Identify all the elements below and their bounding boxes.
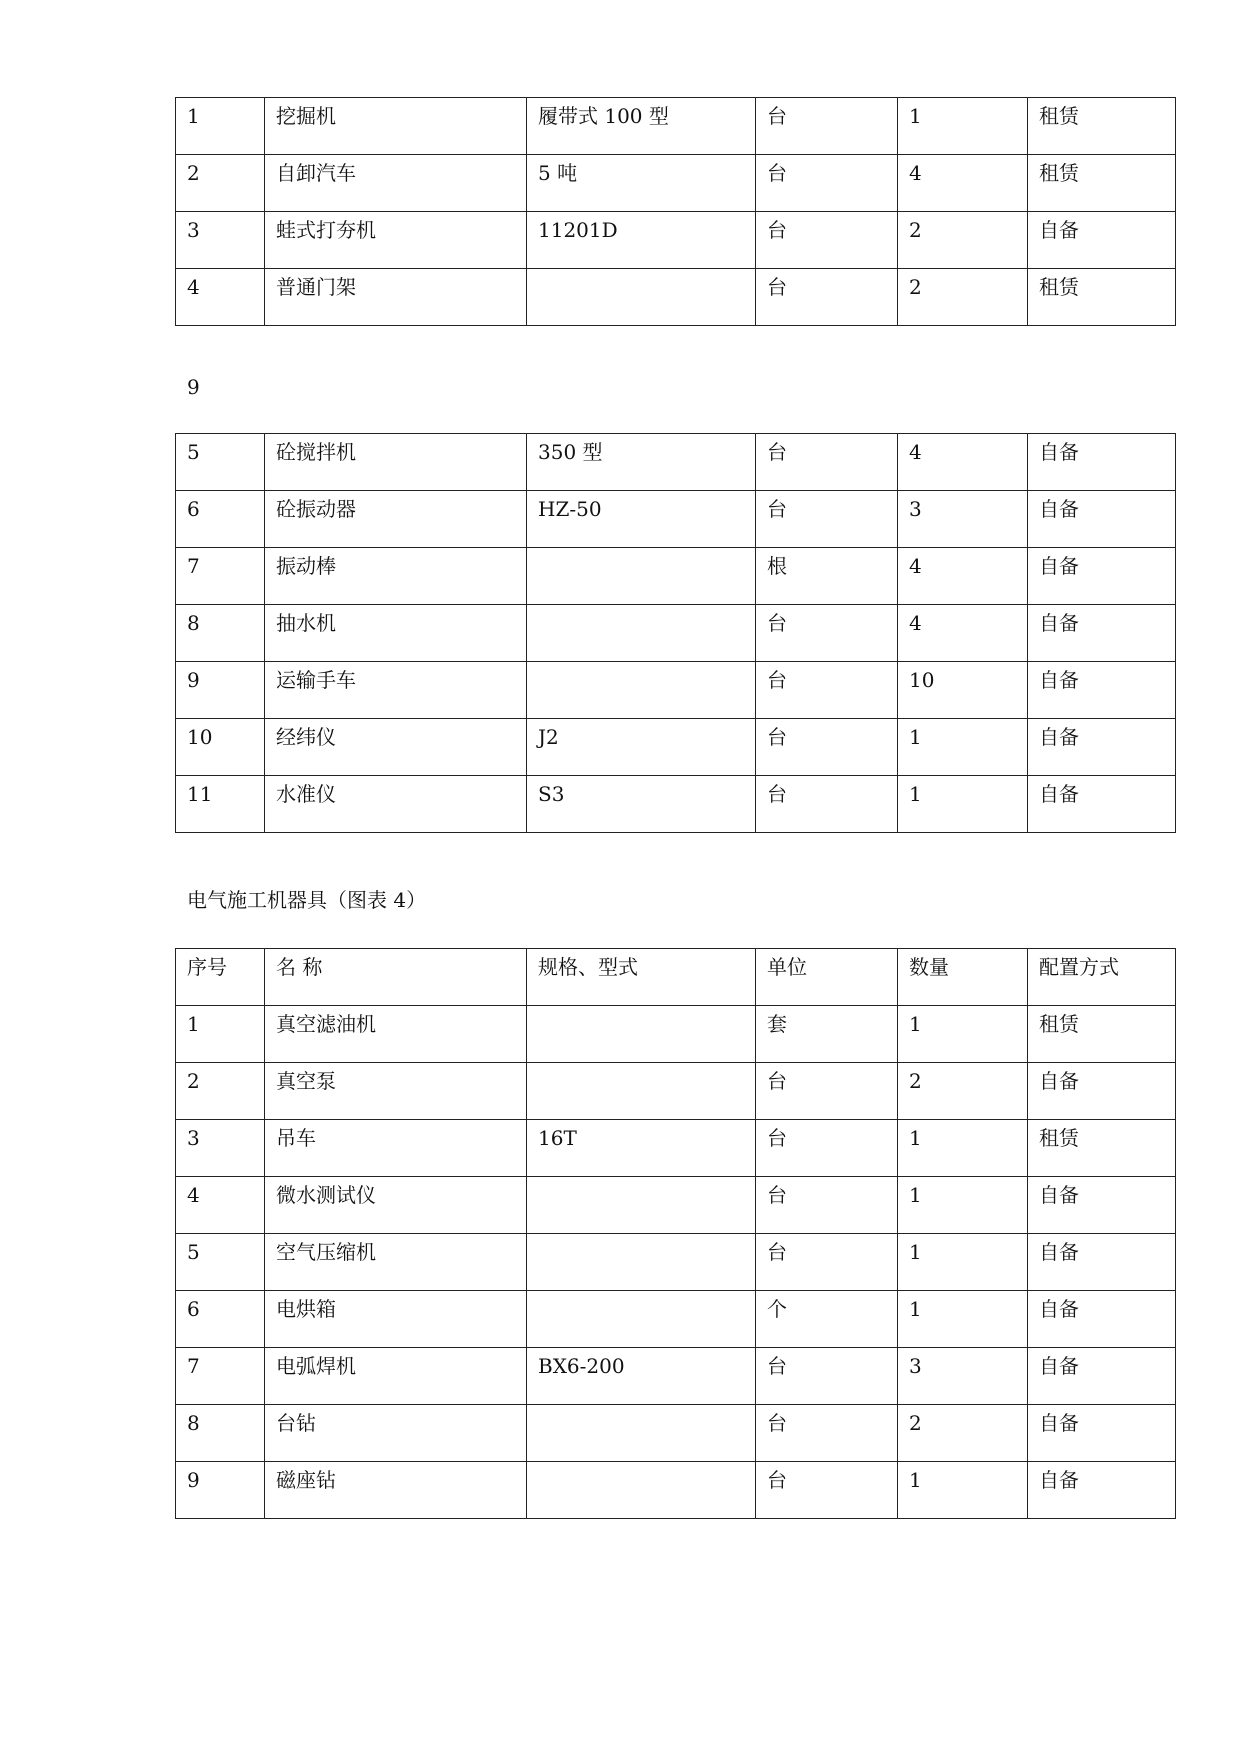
table-cell: 2 [898,1063,1028,1120]
table-row [176,548,1176,605]
table-cell: 3 [898,491,1028,548]
table-cell: 抽水机 [265,605,527,662]
table-cell: 自备 [1028,662,1176,719]
table-cell: 挖掘机 [265,98,527,155]
table-row [176,155,1176,212]
table-cell: 2 [176,1063,265,1120]
table-row [176,719,1176,776]
table-cell: 个 [756,1291,898,1348]
table-cell: 自备 [1028,1462,1176,1519]
table-row [176,1177,1176,1234]
table-cell: 台 [756,434,898,491]
table-cell: 4 [898,155,1028,212]
table-cell: 台 [756,662,898,719]
table-row [176,605,1176,662]
table-cell: 套 [756,1006,898,1063]
table-cell: 8 [176,605,265,662]
table-cell: 自卸汽车 [265,155,527,212]
table-cell [527,1006,756,1063]
table-cell: HZ-50 [527,491,756,548]
table-cell: 台 [756,605,898,662]
table-cell: 蛙式打夯机 [265,212,527,269]
table-cell: 6 [176,491,265,548]
table-cell: 5 [176,1234,265,1291]
table-cell: 5 [176,434,265,491]
table-cell: 4 [176,1177,265,1234]
table-cell: 9 [176,1462,265,1519]
table-cell: 台 [756,1405,898,1462]
table-cell: 1 [898,1234,1028,1291]
table-header-row [176,949,1176,1006]
table-row [176,1405,1176,1462]
table-row [176,98,1176,155]
table-cell: 自备 [1028,212,1176,269]
table-cell: 自备 [1028,1405,1176,1462]
table-row [176,269,1176,326]
table-row [176,1006,1176,1063]
table-cell: 1 [898,776,1028,833]
equipment-table-part-2 [175,433,1176,833]
table-cell: 自备 [1028,719,1176,776]
table-cell: 自备 [1028,605,1176,662]
table-cell: 自备 [1028,548,1176,605]
header-cell: 单位 [756,949,898,1006]
table-cell: 9 [176,662,265,719]
table-cell: 4 [898,605,1028,662]
table-row [176,491,1176,548]
table-cell: 3 [176,212,265,269]
table-cell: 台 [756,1177,898,1234]
table-cell [527,662,756,719]
electrical-tools-table [175,948,1176,1519]
section-title: 电气施工机器具（图表 4） [187,888,427,912]
table-cell: 1 [898,1177,1028,1234]
table-row [176,662,1176,719]
table-cell: 微水测试仪 [265,1177,527,1234]
table-cell [527,269,756,326]
header-cell: 数量 [898,949,1028,1006]
table-row [176,1063,1176,1120]
table-cell: 1 [176,1006,265,1063]
table-cell: J2 [527,719,756,776]
table-cell: 2 [898,1405,1028,1462]
table-cell: 台 [756,1462,898,1519]
table-cell [527,1177,756,1234]
table-cell: 4 [898,434,1028,491]
table-cell: 8 [176,1405,265,1462]
table-cell: 自备 [1028,1234,1176,1291]
table-cell: 7 [176,548,265,605]
table-cell: 11201D [527,212,756,269]
table-cell: 台 [756,1120,898,1177]
table-cell: 自备 [1028,1177,1176,1234]
table-cell: 台 [756,155,898,212]
table-row [176,1462,1176,1519]
header-cell: 配置方式 [1028,949,1176,1006]
table-cell: 振动棒 [265,548,527,605]
table-cell: 10 [176,719,265,776]
table-row [176,776,1176,833]
table-cell: 租赁 [1028,98,1176,155]
table-cell: 1 [898,1462,1028,1519]
table-cell: 1 [898,1120,1028,1177]
table-cell: 真空滤油机 [265,1006,527,1063]
table-cell: 5 吨 [527,155,756,212]
header-cell: 序号 [176,949,265,1006]
table-cell: 1 [898,98,1028,155]
table-cell: 台 [756,1063,898,1120]
table-cell: S3 [527,776,756,833]
table-cell: 3 [176,1120,265,1177]
table-cell: 2 [898,269,1028,326]
table-cell: 台 [756,98,898,155]
table-cell: 砼振动器 [265,491,527,548]
table-cell: 2 [898,212,1028,269]
table-cell: 租赁 [1028,155,1176,212]
table-cell: 租赁 [1028,1120,1176,1177]
table-cell: 电烘箱 [265,1291,527,1348]
table-cell: 经纬仪 [265,719,527,776]
table-cell: 租赁 [1028,269,1176,326]
table-cell [527,548,756,605]
table-cell: 台 [756,491,898,548]
table-cell: 16T [527,1120,756,1177]
table-cell [527,1291,756,1348]
table-cell: 1 [898,1006,1028,1063]
table-row [176,1234,1176,1291]
table-cell: 台 [756,1348,898,1405]
table-cell: 自备 [1028,434,1176,491]
equipment-table-part-1 [175,97,1176,326]
table-cell: 普通门架 [265,269,527,326]
table-cell: 租赁 [1028,1006,1176,1063]
table-cell: 台 [756,776,898,833]
table-cell: 10 [898,662,1028,719]
table-cell: 运输手车 [265,662,527,719]
table-cell: 自备 [1028,491,1176,548]
table-cell: 真空泵 [265,1063,527,1120]
table-cell: 3 [898,1348,1028,1405]
table-cell: 4 [176,269,265,326]
table-cell: 台 [756,719,898,776]
table-cell [527,1063,756,1120]
table-cell: 自备 [1028,1291,1176,1348]
table-row [176,434,1176,491]
table-cell: 1 [898,719,1028,776]
table-cell: 台 [756,1234,898,1291]
table-cell: 2 [176,155,265,212]
table-cell: 吊车 [265,1120,527,1177]
table-cell: 台 [756,212,898,269]
table-cell: 350 型 [527,434,756,491]
header-cell: 规格、型式 [527,949,756,1006]
table-cell: 履带式 100 型 [527,98,756,155]
table-cell: 自备 [1028,776,1176,833]
table-cell: 11 [176,776,265,833]
table-cell: 磁座钻 [265,1462,527,1519]
table-row [176,1120,1176,1177]
table-cell: 电弧焊机 [265,1348,527,1405]
table-cell [527,1462,756,1519]
page-number: 9 [187,375,200,399]
table-cell [527,1234,756,1291]
table-cell: 台钻 [265,1405,527,1462]
table-cell: 水准仪 [265,776,527,833]
table-cell: 4 [898,548,1028,605]
table-cell: 砼搅拌机 [265,434,527,491]
table-cell: 6 [176,1291,265,1348]
table-cell: BX6-200 [527,1348,756,1405]
table-cell: 自备 [1028,1348,1176,1405]
table-cell: 根 [756,548,898,605]
table-cell: 台 [756,269,898,326]
table-cell: 1 [176,98,265,155]
table-row [176,212,1176,269]
table-cell: 自备 [1028,1063,1176,1120]
table-cell: 空气压缩机 [265,1234,527,1291]
table-row [176,1348,1176,1405]
header-cell: 名 称 [265,949,527,1006]
table-row [176,1291,1176,1348]
table-cell: 7 [176,1348,265,1405]
table-cell [527,605,756,662]
table-cell [527,1405,756,1462]
table-cell: 1 [898,1291,1028,1348]
